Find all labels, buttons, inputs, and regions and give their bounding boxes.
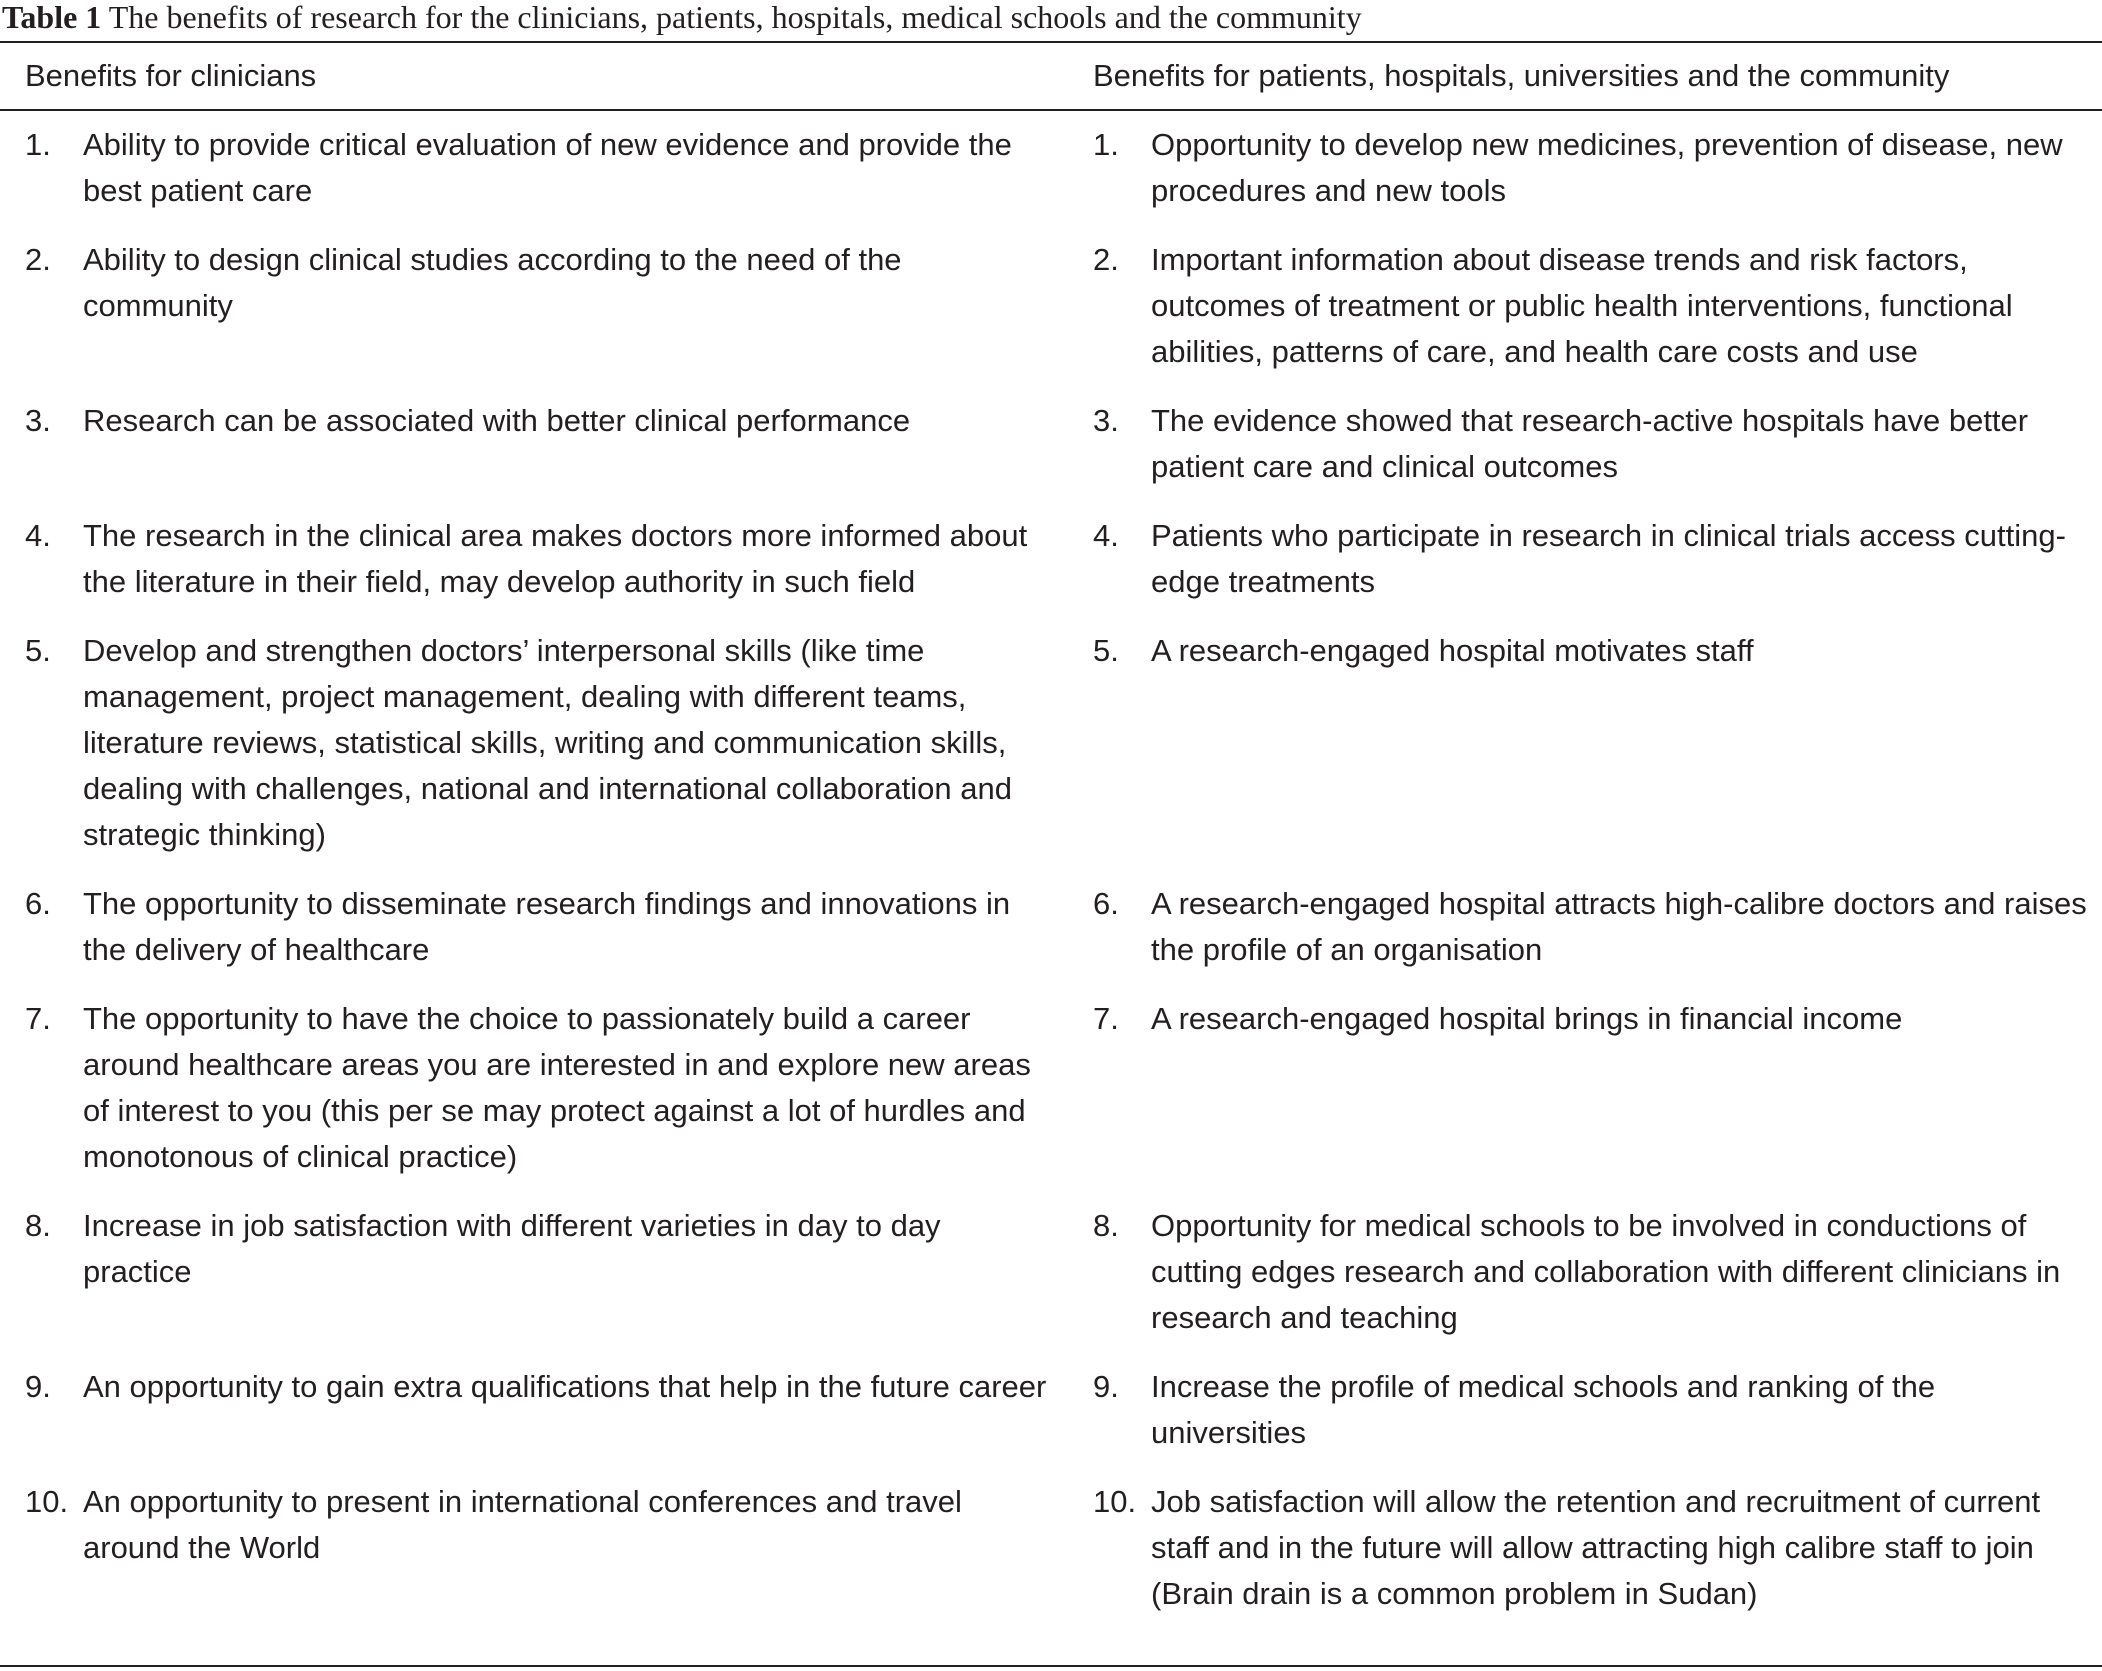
table-header-rule (0, 109, 2102, 111)
clinician-benefit-cell (0, 1364, 1068, 1456)
table-row (0, 237, 2102, 398)
item-text: The opportunity to have the choice to passionately build a career around healthcare areas you are interested in and explore new areas of interest to you (this per se may protect against a lot of hurdles and monotonous of clinical practice) (83, 1001, 1031, 1174)
table-row (0, 881, 2102, 996)
item-number: 9. (1093, 1369, 1119, 1404)
item-number: 8. (1093, 1208, 1119, 1243)
item-text: Develop and strengthen doctors’ interpersonal skills (like time management, project management, dealing with different teams, literature reviews, statistical skills, writing and communication skills, dealing with challenges, national and international collaboration and strategic thinking) (83, 633, 1012, 852)
clinician-benefit-cell (0, 628, 1068, 858)
item-number: 3. (1093, 403, 1119, 438)
column-header-clinicians: Benefits for clinicians (25, 58, 317, 93)
community-benefit-cell (1068, 1203, 2102, 1341)
table-bottom-rule (0, 1665, 2102, 1667)
clinician-benefit-cell (0, 122, 1068, 214)
item-text: Ability to design clinical studies according to the need of the community (83, 242, 902, 323)
item-text: Opportunity to develop new medicines, prevention of disease, new procedures and new tools (1151, 127, 2063, 208)
item-number: 5. (25, 633, 51, 668)
item-text: Research can be associated with better clinical performance (83, 403, 911, 438)
item-text: A research-engaged hospital attracts high-calibre doctors and raises the profile of an organisation (1151, 886, 2087, 967)
item-number: 9. (25, 1369, 51, 1404)
item-number: 10. (25, 1484, 69, 1519)
clinician-benefit-cell (0, 1479, 1068, 1617)
item-text: Important information about disease trends and risk factors, outcomes of treatment or public health interventions, functional abilities, patterns of care, and health care costs and use (1151, 242, 2013, 369)
item-number: 2. (25, 242, 51, 277)
table-caption (2, 0, 1362, 36)
community-benefit-cell (1068, 881, 2102, 973)
item-number: 10. (1093, 1484, 1137, 1519)
item-text: Patients who participate in research in clinical trials access cutting-edge treatments (1151, 518, 2066, 599)
item-text: An opportunity to gain extra qualifications that help in the future career (83, 1369, 1047, 1404)
clinician-benefit-cell (0, 237, 1068, 375)
item-number: 3. (25, 403, 51, 438)
item-text: A research-engaged hospital motivates staff (1151, 633, 1754, 668)
item-text: The evidence showed that research-active hospitals have better patient care and clinical outcomes (1151, 403, 2029, 484)
item-text: An opportunity to present in international conferences and travel around the World (83, 1484, 962, 1565)
community-benefit-cell (1068, 628, 2102, 858)
table-body (0, 122, 2102, 1640)
item-text: The research in the clinical area makes doctors more informed about the literature in their field, may develop authority in such field (83, 518, 1028, 599)
clinician-benefit-cell (0, 1203, 1068, 1341)
item-number: 1. (25, 127, 51, 162)
item-number: 7. (25, 1001, 51, 1036)
item-text: Increase the profile of medical schools and ranking of the universities (1151, 1369, 1936, 1450)
item-number: 6. (25, 886, 51, 921)
clinician-benefit-cell (0, 996, 1068, 1180)
item-text: The opportunity to disseminate research findings and innovations in the delivery of healthcare (83, 886, 1011, 967)
clinician-benefit-cell (0, 881, 1068, 973)
community-benefit-cell (1068, 398, 2102, 490)
community-benefit-cell (1068, 122, 2102, 214)
item-number: 2. (1093, 242, 1119, 277)
item-number: 6. (1093, 886, 1119, 921)
community-benefit-cell (1068, 1364, 2102, 1456)
item-text: Increase in job satisfaction with different varieties in day to day practice (83, 1208, 941, 1289)
table-row (0, 513, 2102, 628)
table-row (0, 1364, 2102, 1479)
clinician-benefit-cell (0, 398, 1068, 490)
item-number: 7. (1093, 1001, 1119, 1036)
item-number: 4. (1093, 518, 1119, 553)
community-benefit-cell (1068, 237, 2102, 375)
item-number: 5. (1093, 633, 1119, 668)
table-row (0, 628, 2102, 881)
table-top-rule (0, 41, 2102, 43)
item-text: Opportunity for medical schools to be involved in conductions of cutting edges research and collaboration with different clinicians in research and teaching (1151, 1208, 2061, 1335)
item-number: 8. (25, 1208, 51, 1243)
table-caption-label: Table 1 (2, 0, 102, 35)
item-number: 4. (25, 518, 51, 553)
table-row (0, 996, 2102, 1203)
table-row (0, 122, 2102, 237)
item-number: 1. (1093, 127, 1119, 162)
item-text: A research-engaged hospital brings in financial income (1151, 1001, 1903, 1036)
column-header-community: Benefits for patients, hospitals, universities and the community (1093, 58, 1950, 93)
table-caption-text: The benefits of research for the clinicians, patients, hospitals, medical schools and the community (108, 0, 1362, 35)
item-text: Job satisfaction will allow the retention and recruitment of current staff and in the future will allow attracting high calibre staff to join (Brain drain is a common problem in Sudan) (1151, 1484, 2041, 1611)
table-row (0, 1479, 2102, 1640)
community-benefit-cell (1068, 513, 2102, 605)
table-row (0, 1203, 2102, 1364)
community-benefit-cell (1068, 996, 2102, 1180)
clinician-benefit-cell (0, 513, 1068, 605)
table-row (0, 398, 2102, 513)
community-benefit-cell (1068, 1479, 2102, 1617)
item-text: Ability to provide critical evaluation of new evidence and provide the best patient care (83, 127, 1012, 208)
